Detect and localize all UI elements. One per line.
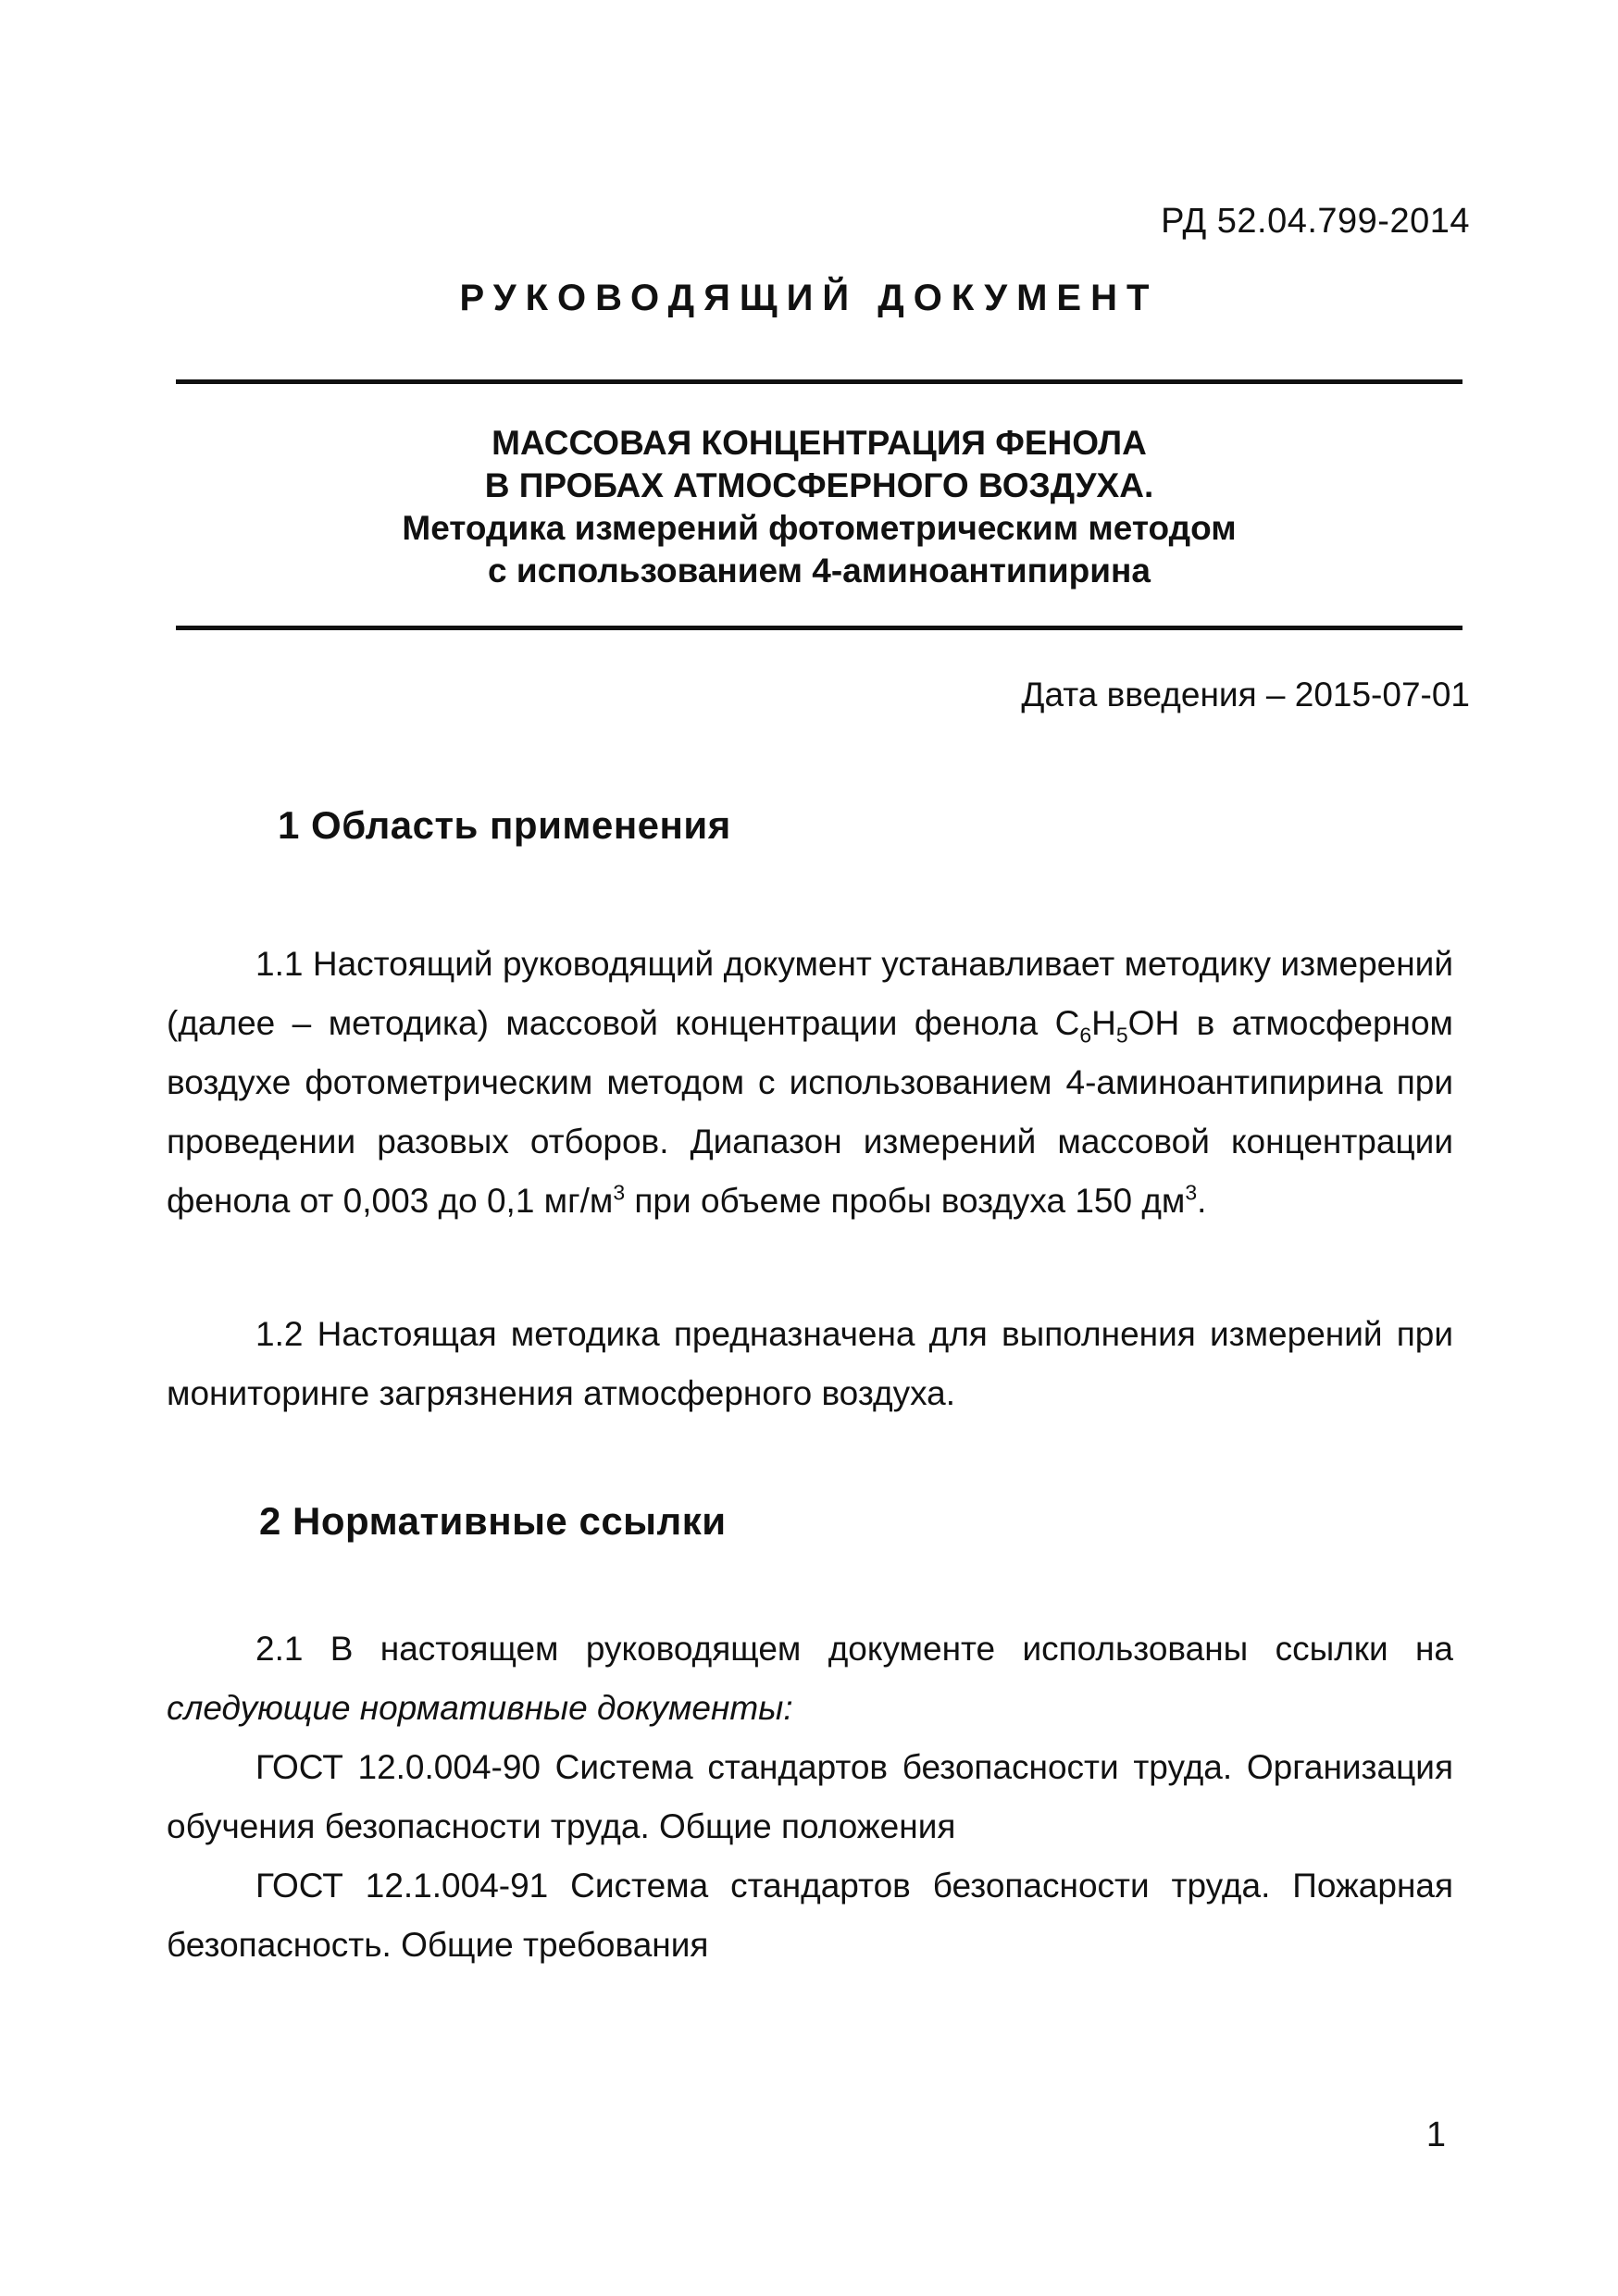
introduction-date: Дата введения – 2015-07-01 bbox=[1021, 676, 1470, 714]
section-1-heading: 1 Область применения bbox=[278, 803, 731, 847]
formula-sub-5: 5 bbox=[1115, 1023, 1128, 1048]
document-code: РД 52.04.799-2014 bbox=[1161, 202, 1470, 241]
paragraph-1-1-text-b: в атмосферном воздухе фотометрическим методом с использованием 4-аминоантипирина при проведении разовых отборов. Диапазон измерений массовой концентрации фенола от 0,003 до 0,1 мг/м bbox=[167, 1004, 1453, 1220]
section-2-heading: 2 Нормативные ссылки bbox=[259, 1499, 727, 1543]
paragraph-1-1 bbox=[167, 935, 1453, 1231]
title-line-3: Методика измерений фотометрическим методом bbox=[402, 509, 1237, 547]
formula-sub-6: 6 bbox=[1079, 1023, 1092, 1048]
document-type-heading: РУКОВОДЯЩИЙ ДОКУМЕНТ bbox=[459, 278, 1159, 318]
title-line-1: МАССОВАЯ КОНЦЕНТРАЦИЯ ФЕНОЛА bbox=[492, 424, 1147, 462]
superscript-3-b: 3 bbox=[1185, 1180, 1198, 1205]
title-rule-bottom bbox=[176, 626, 1462, 630]
reference-gost-12-1-004: ГОСТ 12.1.004-91 Система стандартов безопасности труда. Пожарная безопасность. Общие требования bbox=[167, 1867, 1453, 1964]
superscript-3-a: 3 bbox=[613, 1180, 626, 1205]
paragraph-1-1-text-d: . bbox=[1197, 1182, 1207, 1220]
reference-gost-12-0-004: ГОСТ 12.0.004-90 Система стандартов безопасности труда. Организация обучения безопасности труда. Общие положения bbox=[167, 1748, 1453, 1845]
title-line-4: с использованием 4-аминоантипирина bbox=[488, 552, 1151, 590]
title-line-2: В ПРОБАХ АТМОСФЕРНОГО ВОЗДУХА. bbox=[484, 466, 1154, 504]
paragraph-2-1-text-a: 2.1 В настоящем руководящем документе использованы ссылки на bbox=[255, 1630, 1453, 1668]
phenol-formula bbox=[1054, 1004, 1180, 1048]
paragraph-1-1-text-c: при объеме пробы воздуха 150 дм bbox=[625, 1182, 1186, 1220]
paragraph-2-1-text-b: следующие нормативные документы: bbox=[167, 1689, 793, 1727]
paragraph-1-2: 1.2 Настоящая методика предназначена для выполнения измерений при мониторинге загрязнения атмосферного воздуха. bbox=[167, 1315, 1453, 1412]
paragraph-1-1-text-a: 1.1 Настоящий руководящий документ устанавливает методику измерений (далее – методика) массовой концентрации фенола bbox=[167, 945, 1453, 1042]
formula-oh: OH bbox=[1127, 1004, 1180, 1042]
title-block bbox=[176, 422, 1462, 592]
page-number: 1 bbox=[1425, 2116, 1446, 2154]
paragraph-2-1 bbox=[167, 1620, 1453, 1738]
formula-h: H bbox=[1091, 1004, 1116, 1042]
title-rule-top bbox=[176, 379, 1462, 384]
formula-c: C bbox=[1054, 1004, 1080, 1042]
